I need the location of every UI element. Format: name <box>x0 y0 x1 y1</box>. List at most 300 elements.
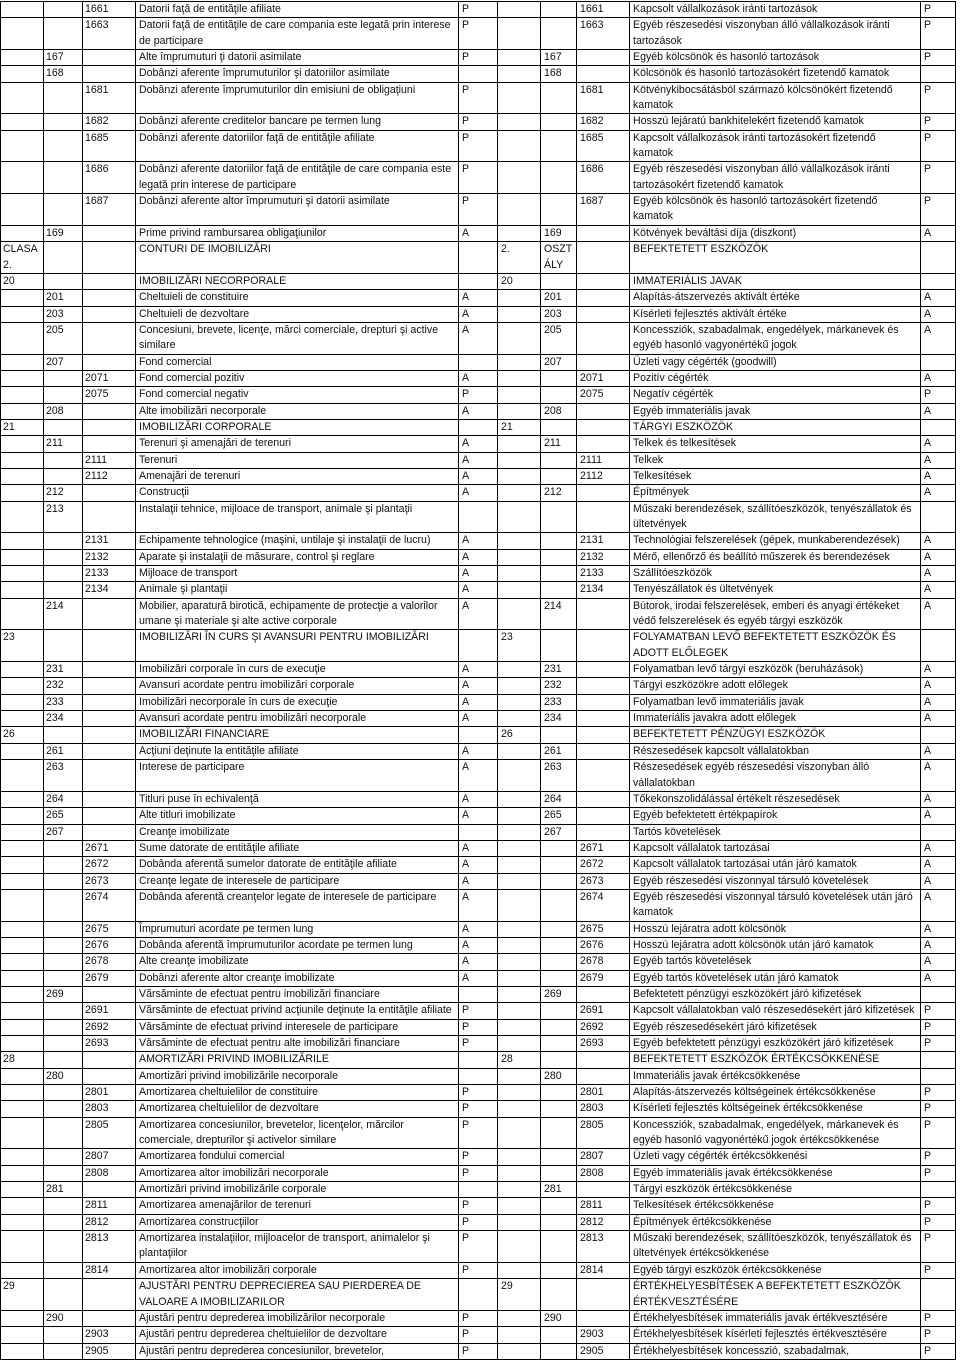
ro-class-code-cell <box>1 760 44 792</box>
hu-group-code-cell: 205 <box>541 322 577 354</box>
ro-group-code-cell <box>44 873 83 889</box>
ro-function-cell: A <box>459 889 498 921</box>
ro-function-cell: A <box>459 678 498 694</box>
ro-synthetic-code-cell <box>83 501 136 533</box>
hu-function-cell <box>921 824 956 840</box>
ro-function-cell: A <box>459 468 498 484</box>
hu-function-cell: A <box>921 306 956 322</box>
hu-account-name-cell: Telkek és telkesítések <box>630 436 921 452</box>
hu-group-code-cell: 267 <box>541 824 577 840</box>
hu-synthetic-code-cell: 2112 <box>577 468 630 484</box>
hu-account-name-cell: Befektetett pénzügyi eszközökért járó kifizetések <box>630 986 921 1002</box>
ro-account-name-cell: Dobânzi aferente datoriilor faţă de entităţile afiliate <box>136 130 459 162</box>
ro-class-code-cell <box>1 1231 44 1263</box>
hu-function-cell: A <box>921 662 956 678</box>
ro-group-code-cell <box>44 921 83 937</box>
hu-account-name-cell: Folyamatban levő immateriális javak <box>630 694 921 710</box>
ro-function-cell: A <box>459 533 498 549</box>
ro-function-cell: A <box>459 873 498 889</box>
ro-function-cell: P <box>459 1149 498 1165</box>
ro-class-code-cell <box>1 970 44 986</box>
hu-function-cell: P <box>921 1003 956 1019</box>
hu-synthetic-code-cell <box>577 743 630 759</box>
table-row <box>1 1279 956 1311</box>
hu-account-name-cell: Egyéb részesedési viszonnyal társuló követelések <box>630 873 921 889</box>
hu-account-name-cell: Alapítás-átszervezés költségeinek értékcsökkenése <box>630 1085 921 1101</box>
ro-group-code-cell: 212 <box>44 485 83 501</box>
hu-account-name-cell: Tartós követelések <box>630 824 921 840</box>
table-row <box>1 808 956 824</box>
hu-synthetic-code-cell: 2672 <box>577 857 630 873</box>
ro-synthetic-code-cell <box>83 66 136 82</box>
hu-account-name-cell: Telkesítések értékcsökkenése <box>630 1198 921 1214</box>
hu-synthetic-code-cell <box>577 711 630 727</box>
hu-synthetic-code-cell <box>577 662 630 678</box>
hu-group-code-cell <box>541 727 577 743</box>
hu-class-code-cell: 28 <box>498 1052 541 1068</box>
hu-function-cell: A <box>921 791 956 807</box>
hu-group-code-cell: 281 <box>541 1182 577 1198</box>
ro-function-cell: A <box>459 290 498 306</box>
table-row <box>1 501 956 533</box>
hu-account-name-cell: Kölcsönök és hasonló tartozásokért fizetendő kamatok <box>630 66 921 82</box>
hu-class-code-cell <box>498 1198 541 1214</box>
table-row <box>1 322 956 354</box>
ro-class-code-cell: 23 <box>1 630 44 662</box>
table-row <box>1 630 956 662</box>
ro-function-cell: A <box>459 937 498 953</box>
ro-group-code-cell <box>44 162 83 194</box>
ro-function-cell: A <box>459 840 498 856</box>
hu-account-name-cell: Egyéb immateriális javak <box>630 403 921 419</box>
hu-class-code-cell <box>498 290 541 306</box>
ro-synthetic-code-cell: 2808 <box>83 1165 136 1181</box>
hu-account-name-cell: Kapcsolt vállalkozások iránti tartozások <box>630 2 921 18</box>
table-row <box>1 1231 956 1263</box>
ro-class-code-cell <box>1 1085 44 1101</box>
hu-synthetic-code-cell <box>577 242 630 274</box>
ro-class-code-cell <box>1 354 44 370</box>
ro-group-code-cell: 280 <box>44 1068 83 1084</box>
hu-group-code-cell: 208 <box>541 403 577 419</box>
ro-account-name-cell: IMOBILIZĂRI FINANCIARE <box>136 727 459 743</box>
hu-class-code-cell <box>498 354 541 370</box>
hu-function-cell <box>921 354 956 370</box>
table-row <box>1 566 956 582</box>
ro-synthetic-code-cell <box>83 273 136 289</box>
table-row <box>1 242 956 274</box>
table-row <box>1 1052 956 1068</box>
hu-function-cell: P <box>921 18 956 50</box>
hu-synthetic-code-cell: 1681 <box>577 82 630 114</box>
hu-account-name-cell: Negatív cégérték <box>630 387 921 403</box>
hu-class-code-cell <box>498 824 541 840</box>
ro-class-code-cell <box>1 1310 44 1326</box>
ro-account-name-cell: Alte titluri imobilizate <box>136 808 459 824</box>
hu-synthetic-code-cell: 2811 <box>577 1198 630 1214</box>
ro-account-name-cell: Vărsăminte de efectuat privind interesele de participare <box>136 1019 459 1035</box>
ro-class-code-cell <box>1 1343 44 1359</box>
table-row <box>1 225 956 241</box>
ro-account-name-cell: Dobânzi aferente altor creanţe imobilizate <box>136 970 459 986</box>
hu-class-code-cell <box>498 1101 541 1117</box>
ro-group-code-cell <box>44 468 83 484</box>
table-row <box>1 50 956 66</box>
hu-class-code-cell <box>498 970 541 986</box>
ro-account-name-cell: Amortizarea cheltuielilor de constituire <box>136 1085 459 1101</box>
hu-group-code-cell <box>541 194 577 226</box>
ro-function-cell: P <box>459 50 498 66</box>
ro-function-cell: A <box>459 954 498 970</box>
ro-synthetic-code-cell: 2691 <box>83 1003 136 1019</box>
hu-account-name-cell: Tárgyi eszközökre adott előlegek <box>630 678 921 694</box>
ro-function-cell: P <box>459 1165 498 1181</box>
ro-function-cell: A <box>459 549 498 565</box>
ro-function-cell: A <box>459 921 498 937</box>
hu-class-code-cell <box>498 1117 541 1149</box>
table-row <box>1 1003 956 1019</box>
hu-class-code-cell <box>498 760 541 792</box>
table-row <box>1 1101 956 1117</box>
hu-group-code-cell <box>541 533 577 549</box>
ro-synthetic-code-cell <box>83 1279 136 1311</box>
hu-account-name-cell: IMMATERIÁLIS JAVAK <box>630 273 921 289</box>
ro-group-code-cell: 234 <box>44 711 83 727</box>
table-row <box>1 1343 956 1359</box>
ro-class-code-cell <box>1 130 44 162</box>
ro-function-cell <box>459 1052 498 1068</box>
ro-function-cell: A <box>459 743 498 759</box>
hu-group-code-cell: 290 <box>541 1310 577 1326</box>
hu-function-cell: P <box>921 130 956 162</box>
ro-class-code-cell <box>1 566 44 582</box>
hu-function-cell <box>921 986 956 1002</box>
ro-account-name-cell: Instalaţii tehnice, mijloace de transport, animale şi plantaţii <box>136 501 459 533</box>
hu-group-code-cell: 261 <box>541 743 577 759</box>
ro-function-cell <box>459 1182 498 1198</box>
hu-function-cell: P <box>921 1310 956 1326</box>
hu-function-cell: P <box>921 50 956 66</box>
hu-function-cell: P <box>921 1262 956 1278</box>
hu-synthetic-code-cell: 1686 <box>577 162 630 194</box>
hu-synthetic-code-cell <box>577 436 630 452</box>
ro-account-name-cell: IMOBILIZĂRI NECORPORALE <box>136 273 459 289</box>
ro-synthetic-code-cell <box>83 1182 136 1198</box>
table-row <box>1 419 956 435</box>
ro-synthetic-code-cell: 2692 <box>83 1019 136 1035</box>
hu-group-code-cell: 212 <box>541 485 577 501</box>
hu-synthetic-code-cell <box>577 273 630 289</box>
ro-function-cell: P <box>459 1310 498 1326</box>
hu-class-code-cell: 21 <box>498 419 541 435</box>
hu-synthetic-code-cell: 2812 <box>577 1214 630 1230</box>
table-body <box>1 2 956 1360</box>
ro-synthetic-code-cell: 1661 <box>83 2 136 18</box>
hu-group-code-cell: 201 <box>541 290 577 306</box>
ro-class-code-cell <box>1 582 44 598</box>
ro-account-name-cell: AJUSTĂRI PENTRU DEPRECIEREA SAU PIERDEREA DE VALOARE A IMOBILIZARILOR <box>136 1279 459 1311</box>
hu-class-code-cell <box>498 1019 541 1035</box>
table-row <box>1 986 956 1002</box>
hu-class-code-cell <box>498 937 541 953</box>
ro-account-name-cell: Ajustări pentru deprederea cheltuielilor de dezvoltare <box>136 1327 459 1343</box>
ro-group-code-cell <box>44 566 83 582</box>
ro-account-name-cell: Cheltuieli de dezvoltare <box>136 306 459 322</box>
ro-account-name-cell: Dobânda aferentă sumelor datorate de entităţile afiliate <box>136 857 459 873</box>
table-row <box>1 549 956 565</box>
hu-function-cell: A <box>921 694 956 710</box>
hu-synthetic-code-cell <box>577 986 630 1002</box>
ro-synthetic-code-cell: 2075 <box>83 387 136 403</box>
ro-synthetic-code-cell: 1663 <box>83 18 136 50</box>
ro-class-code-cell <box>1 1019 44 1035</box>
hu-group-code-cell: 232 <box>541 678 577 694</box>
hu-group-code-cell <box>541 840 577 856</box>
ro-function-cell: P <box>459 1003 498 1019</box>
hu-class-code-cell <box>498 387 541 403</box>
hu-group-code-cell <box>541 419 577 435</box>
table-row <box>1 436 956 452</box>
hu-account-name-cell: Folyamatban levő tárgyi eszközök (beruházások) <box>630 662 921 678</box>
ro-synthetic-code-cell <box>83 630 136 662</box>
hu-group-code-cell <box>541 630 577 662</box>
ro-group-code-cell <box>44 937 83 953</box>
ro-account-name-cell: Dobânzi aferente creditelor bancare pe termen lung <box>136 114 459 130</box>
ro-synthetic-code-cell <box>83 322 136 354</box>
ro-synthetic-code-cell <box>83 824 136 840</box>
ro-group-code-cell <box>44 273 83 289</box>
hu-account-name-cell: Műszaki berendezések, szállítóeszközök, tenyészállatok és ültetvények értékcsökkenése <box>630 1231 921 1263</box>
hu-account-name-cell: Koncessziók, szabadalmak, engedélyek, márkanevek és egyéb hasonló vagyonértékű jogok értékcsökkenése <box>630 1117 921 1149</box>
hu-function-cell <box>921 1068 956 1084</box>
ro-group-code-cell <box>44 889 83 921</box>
ro-function-cell: P <box>459 18 498 50</box>
hu-function-cell: A <box>921 598 956 630</box>
ro-function-cell: P <box>459 1101 498 1117</box>
ro-group-code-cell <box>44 630 83 662</box>
hu-function-cell <box>921 242 956 274</box>
ro-class-code-cell <box>1 1198 44 1214</box>
ro-synthetic-code-cell: 2805 <box>83 1117 136 1149</box>
hu-group-code-cell <box>541 873 577 889</box>
hu-group-code-cell <box>541 452 577 468</box>
table-row <box>1 194 956 226</box>
hu-class-code-cell <box>498 501 541 533</box>
ro-synthetic-code-cell <box>83 436 136 452</box>
hu-group-code-cell <box>541 501 577 533</box>
hu-account-name-cell: Pozitív cégérték <box>630 370 921 386</box>
hu-group-code-cell: 211 <box>541 436 577 452</box>
ro-function-cell <box>459 1279 498 1311</box>
table-row <box>1 921 956 937</box>
hu-group-code-cell <box>541 162 577 194</box>
ro-class-code-cell <box>1 937 44 953</box>
hu-class-code-cell <box>498 18 541 50</box>
hu-account-name-cell: Egyéb immateriális javak értékcsökkenése <box>630 1165 921 1181</box>
hu-account-name-cell: Immateriális javak értékcsökkenése <box>630 1068 921 1084</box>
ro-synthetic-code-cell <box>83 760 136 792</box>
ro-group-code-cell <box>44 419 83 435</box>
ro-group-code-cell <box>44 857 83 873</box>
ro-account-name-cell: Echipamente tehnologice (maşini, untilaje şi instalaţii de lucru) <box>136 533 459 549</box>
table-row <box>1 370 956 386</box>
hu-account-name-cell: Egyéb részesedésekért járó kifizetések <box>630 1019 921 1035</box>
ro-class-code-cell <box>1 50 44 66</box>
ro-class-code-cell <box>1 549 44 565</box>
ro-class-code-cell: 28 <box>1 1052 44 1068</box>
hu-class-code-cell <box>498 873 541 889</box>
ro-synthetic-code-cell: 2111 <box>83 452 136 468</box>
ro-account-name-cell: Vărsăminte de efectuat pentru alte imobilizări financiare <box>136 1036 459 1052</box>
ro-account-name-cell: Titluri puse în echivalenţă <box>136 791 459 807</box>
ro-account-name-cell: Fond comercial <box>136 354 459 370</box>
ro-synthetic-code-cell: 2678 <box>83 954 136 970</box>
hu-group-code-cell <box>541 2 577 18</box>
hu-synthetic-code-cell <box>577 598 630 630</box>
ro-class-code-cell <box>1 322 44 354</box>
hu-class-code-cell <box>498 662 541 678</box>
ro-group-code-cell: 205 <box>44 322 83 354</box>
ro-synthetic-code-cell <box>83 727 136 743</box>
ro-class-code-cell <box>1 533 44 549</box>
ro-account-name-cell: Concesiuni, brevete, licenţe, mărci comerciale, drepturi şi active similare <box>136 322 459 354</box>
table-row <box>1 889 956 921</box>
hu-group-code-cell: 167 <box>541 50 577 66</box>
ro-group-code-cell <box>44 2 83 18</box>
ro-class-code-cell <box>1 1036 44 1052</box>
ro-function-cell: P <box>459 1327 498 1343</box>
ro-function-cell: P <box>459 1214 498 1230</box>
table-row <box>1 1085 956 1101</box>
ro-group-code-cell <box>44 1214 83 1230</box>
hu-synthetic-code-cell: 1682 <box>577 114 630 130</box>
hu-synthetic-code-cell: 2691 <box>577 1003 630 1019</box>
hu-function-cell: A <box>921 290 956 306</box>
ro-class-code-cell <box>1 452 44 468</box>
ro-account-name-cell: Avansuri acordate pentru imobilizări corporale <box>136 678 459 694</box>
ro-class-code-cell <box>1 889 44 921</box>
ro-group-code-cell <box>44 1101 83 1117</box>
hu-class-code-cell <box>498 1085 541 1101</box>
hu-class-code-cell <box>498 370 541 386</box>
ro-function-cell: P <box>459 194 498 226</box>
hu-account-name-cell: Koncessziók, szabadalmak, engedélyek, márkanevek és egyéb hasonló vagyonértékű jogok <box>630 322 921 354</box>
table-row <box>1 1165 956 1181</box>
ro-class-code-cell <box>1 114 44 130</box>
hu-class-code-cell <box>498 66 541 82</box>
ro-account-name-cell: Dobânda aferentă împrumuturilor acordate pe termen lung <box>136 937 459 953</box>
ro-synthetic-code-cell: 1686 <box>83 162 136 194</box>
ro-function-cell: A <box>459 760 498 792</box>
ro-group-code-cell <box>44 1327 83 1343</box>
hu-function-cell: A <box>921 370 956 386</box>
ro-function-cell: P <box>459 1085 498 1101</box>
hu-group-code-cell: 263 <box>541 760 577 792</box>
hu-function-cell: A <box>921 566 956 582</box>
table-row <box>1 468 956 484</box>
ro-class-code-cell: 21 <box>1 419 44 435</box>
ro-group-code-cell: 261 <box>44 743 83 759</box>
ro-account-name-cell: Vărsăminte de efectuat privind acţiunile deţinute la entităţile afiliate <box>136 1003 459 1019</box>
ro-account-name-cell: Amortizarea construcţiilor <box>136 1214 459 1230</box>
table-row <box>1 66 956 82</box>
hu-account-name-cell: Építmények <box>630 485 921 501</box>
hu-function-cell: P <box>921 1214 956 1230</box>
ro-class-code-cell <box>1 2 44 18</box>
hu-synthetic-code-cell: 2675 <box>577 921 630 937</box>
ro-function-cell <box>459 273 498 289</box>
ro-group-code-cell <box>44 370 83 386</box>
hu-synthetic-code-cell: 2813 <box>577 1231 630 1263</box>
ro-group-code-cell: 269 <box>44 986 83 1002</box>
hu-group-code-cell <box>541 954 577 970</box>
ro-class-code-cell <box>1 662 44 678</box>
hu-account-name-cell: BEFEKTETETT ESZKÖZÖK ÉRTÉKCSÖKKENÉSE <box>630 1052 921 1068</box>
hu-function-cell: A <box>921 678 956 694</box>
hu-synthetic-code-cell: 2679 <box>577 970 630 986</box>
table-row <box>1 1214 956 1230</box>
hu-synthetic-code-cell: 2071 <box>577 370 630 386</box>
hu-synthetic-code-cell <box>577 694 630 710</box>
table-row <box>1 1182 956 1198</box>
table-row <box>1 1262 956 1278</box>
hu-group-code-cell <box>541 18 577 50</box>
ro-synthetic-code-cell: 2132 <box>83 549 136 565</box>
hu-function-cell: A <box>921 468 956 484</box>
hu-synthetic-code-cell <box>577 791 630 807</box>
hu-group-code-cell <box>541 370 577 386</box>
ro-group-code-cell: 201 <box>44 290 83 306</box>
ro-class-code-cell <box>1 824 44 840</box>
hu-synthetic-code-cell <box>577 290 630 306</box>
ro-function-cell: A <box>459 694 498 710</box>
ro-synthetic-code-cell: 2813 <box>83 1231 136 1263</box>
ro-group-code-cell <box>44 1019 83 1035</box>
ro-synthetic-code-cell <box>83 598 136 630</box>
ro-function-cell: A <box>459 436 498 452</box>
hu-account-name-cell: Értékhelyesbítések koncesszió, szabadalmak, <box>630 1343 921 1359</box>
hu-synthetic-code-cell: 2803 <box>577 1101 630 1117</box>
ro-class-code-cell <box>1 873 44 889</box>
ro-account-name-cell: Animale şi plantaţii <box>136 582 459 598</box>
hu-account-name-cell: Kapcsolt vállalatok tartozásai után járó kamatok <box>630 857 921 873</box>
table-row <box>1 678 956 694</box>
hu-class-code-cell <box>498 1310 541 1326</box>
hu-account-name-cell: TÁRGYI ESZKÖZÖK <box>630 419 921 435</box>
ro-function-cell <box>459 66 498 82</box>
hu-class-code-cell <box>498 678 541 694</box>
hu-class-code-cell <box>498 1327 541 1343</box>
hu-function-cell: A <box>921 760 956 792</box>
table-row <box>1 82 956 114</box>
ro-class-code-cell <box>1 986 44 1002</box>
ro-account-name-cell: Ajustări pentru deprederea concesiunilor, brevetelor, <box>136 1343 459 1359</box>
table-row <box>1 1036 956 1052</box>
hu-function-cell <box>921 727 956 743</box>
hu-function-cell: A <box>921 485 956 501</box>
ro-group-code-cell: 203 <box>44 306 83 322</box>
hu-class-code-cell <box>498 889 541 921</box>
ro-class-code-cell <box>1 1327 44 1343</box>
table-row <box>1 1327 956 1343</box>
hu-class-code-cell <box>498 857 541 873</box>
ro-synthetic-code-cell: 1687 <box>83 194 136 226</box>
hu-class-code-cell <box>498 694 541 710</box>
ro-class-code-cell: 29 <box>1 1279 44 1311</box>
ro-class-code-cell <box>1 501 44 533</box>
ro-class-code-cell <box>1 225 44 241</box>
ro-function-cell: A <box>459 322 498 354</box>
